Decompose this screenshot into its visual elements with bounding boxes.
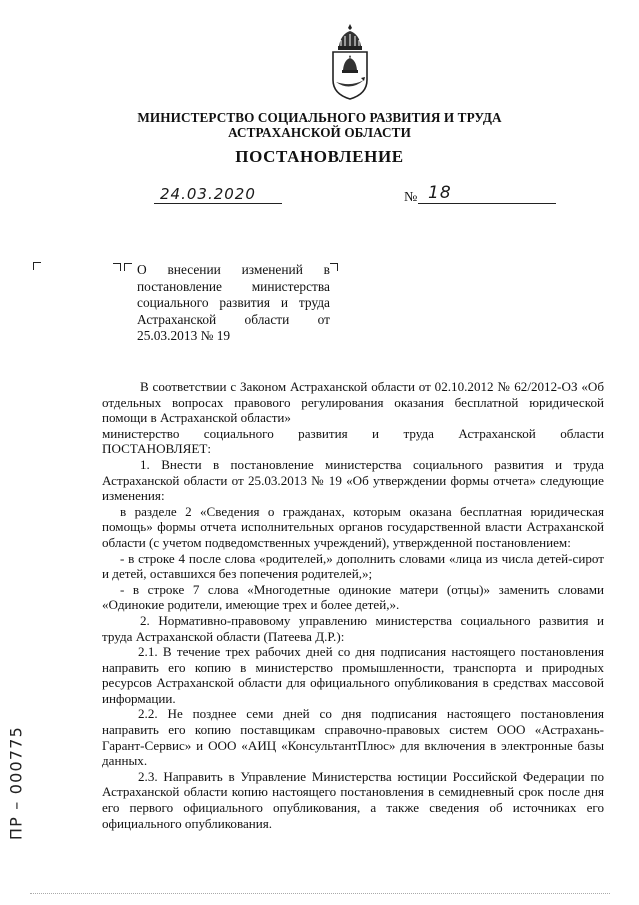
registration-stamp-text: ПР – 000775: [6, 725, 26, 840]
document-number: 18: [428, 183, 452, 203]
decrees-word: ПОСТАНОВЛЯЕТ:: [102, 441, 212, 457]
issuer-paragraph: министерство социального развития и труда Астраханской области: [102, 425, 604, 441]
subject-line-last: 25.03.2013 № 19: [137, 328, 231, 344]
number-line: [418, 203, 556, 204]
registration-stamp: [4, 710, 28, 855]
clause-2-3: 2.3. Направить в Управление Министерства юстиции Российской Федерации по Астраханской области копию настоящего постановления в семидневный срок после дня его первого официального опубликования, а также сведения об источниках его официального опубликования.: [102, 768, 604, 831]
clause-1-line-4: - в строке 4 после слова «родителей,» дополнить словами «лица из числа детей-сирот и детей, оставшихся без попечения родителей,»;: [102, 550, 604, 582]
subject-bracket-left-outer: [113, 263, 121, 271]
ministry-name-line2: АСТРАХАНСКОЙ ОБЛАСТИ: [228, 125, 411, 140]
subject-bracket-left-inner: [124, 263, 132, 271]
preamble-paragraph: В соответствии с Законом Астраханской области от 02.10.2012 № 62/2012-ОЗ «Об отдельных вопросах правового регулирования оказания бесплатной юридической помощи в Астраханской области»: [102, 379, 604, 426]
subject-block: [137, 262, 330, 345]
subject-line: О внесении изменений в: [137, 262, 330, 277]
subject-line: социального развития и труда: [137, 295, 330, 311]
clause-2-2: 2.2. Не позднее семи дней со дня подписания настоящего постановления направить его копию поставщикам справочно-правовых систем ООО «Астрахань-Гарант-Сервис» и ООО «АИЦ «КонсультантПлюс» для включения в электронные базы данных.: [102, 706, 604, 769]
subject-line: постановление министерства: [137, 278, 330, 294]
clause-2: 2. Нормативно-правовому управлению министерства социального развития и труда Астраханской области (Патеева Д.Р.):: [102, 612, 604, 644]
astrakhan-emblem-icon: [327, 22, 373, 102]
date-line: [154, 203, 282, 204]
clause-1-line-7: - в строке 7 слова «Многодетные одинокие матери (отцы)» заменить словами «Одинокие родители, имеющие трех и более детей,».: [102, 581, 604, 613]
number-label: №: [404, 190, 418, 205]
corner-mark-left: [33, 262, 41, 270]
subject-bracket-right: [330, 263, 338, 271]
document-date: 24.03.2020: [160, 185, 256, 203]
subject-line: Астраханской области от: [137, 311, 330, 327]
clause-2-1: 2.1. В течение трех рабочих дней со дня подписания настоящего постановления направить его копию в министерство промышленности, транспорта и природных ресурсов Астраханской области для официального опубликования в средствах массовой информации.: [102, 644, 604, 706]
clause-1-section: в разделе 2 «Сведения о гражданах, которым оказана бесплатная юридическая помощь» формы отчета исполнительных органов государственной власти Астраханской области (с учетом подведомственных учреждений), утвержденной постановлением:: [102, 503, 604, 550]
clause-1: 1. Внести в постановление министерства социального развития и труда Астраханской области от 25.03.2013 № 19 «Об утверждении формы отчета» следующие изменения:: [102, 456, 604, 504]
decree-body: [102, 379, 604, 831]
document-type-title: ПОСТАНОВЛЕНИЕ: [235, 147, 404, 166]
ministry-name-line1: МИНИСТЕРСТВО СОЦИАЛЬНОГО РАЗВИТИЯ И ТРУДА: [137, 110, 502, 125]
scan-edge-line: [30, 893, 610, 894]
